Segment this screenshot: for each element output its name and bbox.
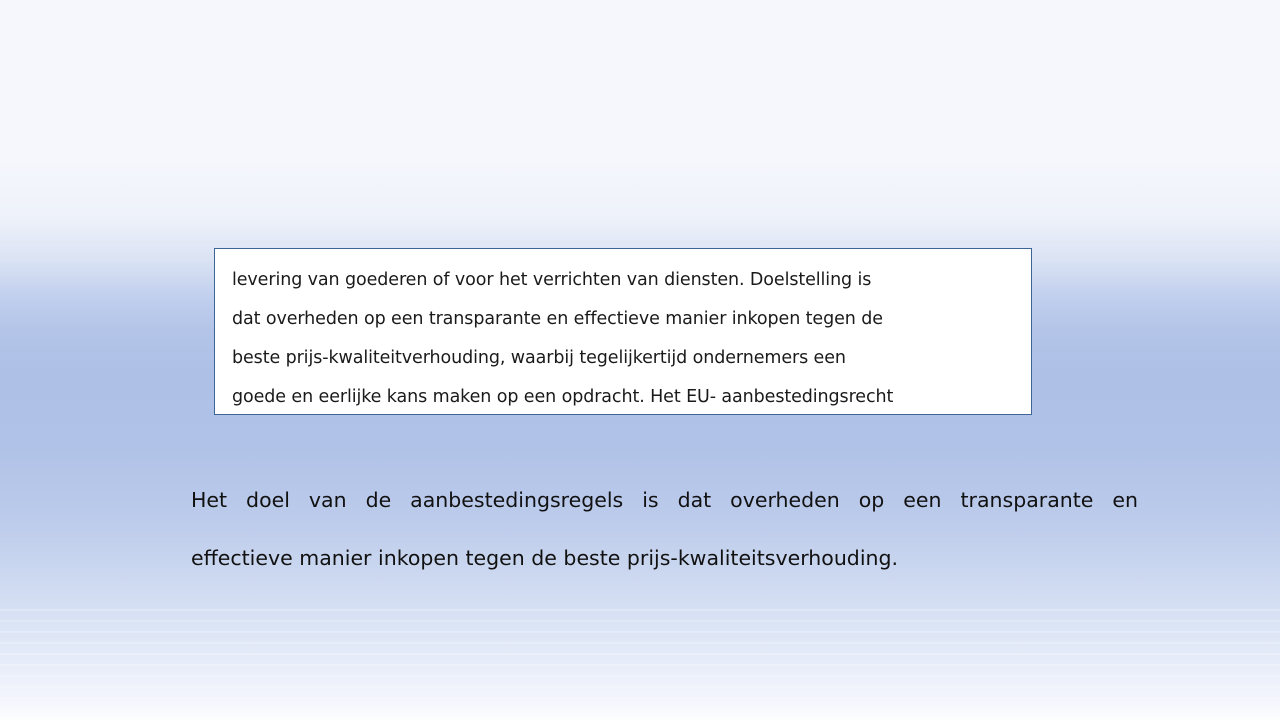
caption-line-1: Het doel van de aanbestedingsregels is dat overheden op een transparante en [191, 488, 1138, 512]
quote-text-box [214, 248, 1032, 415]
caption-paragraph [191, 486, 1138, 573]
quote-line-3: beste prijs-kwaliteitverhouding, waarbij tegelijkertijd ondernemers een [232, 348, 846, 368]
quote-line-4: goede en eerlijke kans maken op een opdracht. Het EU- aanbestedingsrecht [232, 387, 894, 407]
caption-line-2: effectieve manier inkopen tegen de beste prijs-kwaliteitsverhouding. [191, 546, 899, 570]
quote-text-box-content [215, 249, 1031, 415]
quote-line-1: levering van goederen of voor het verrichten van diensten. Doelstelling is [232, 270, 872, 290]
quote-line-2: dat overheden op een transparante en effectieve manier inkopen tegen de [232, 309, 883, 329]
